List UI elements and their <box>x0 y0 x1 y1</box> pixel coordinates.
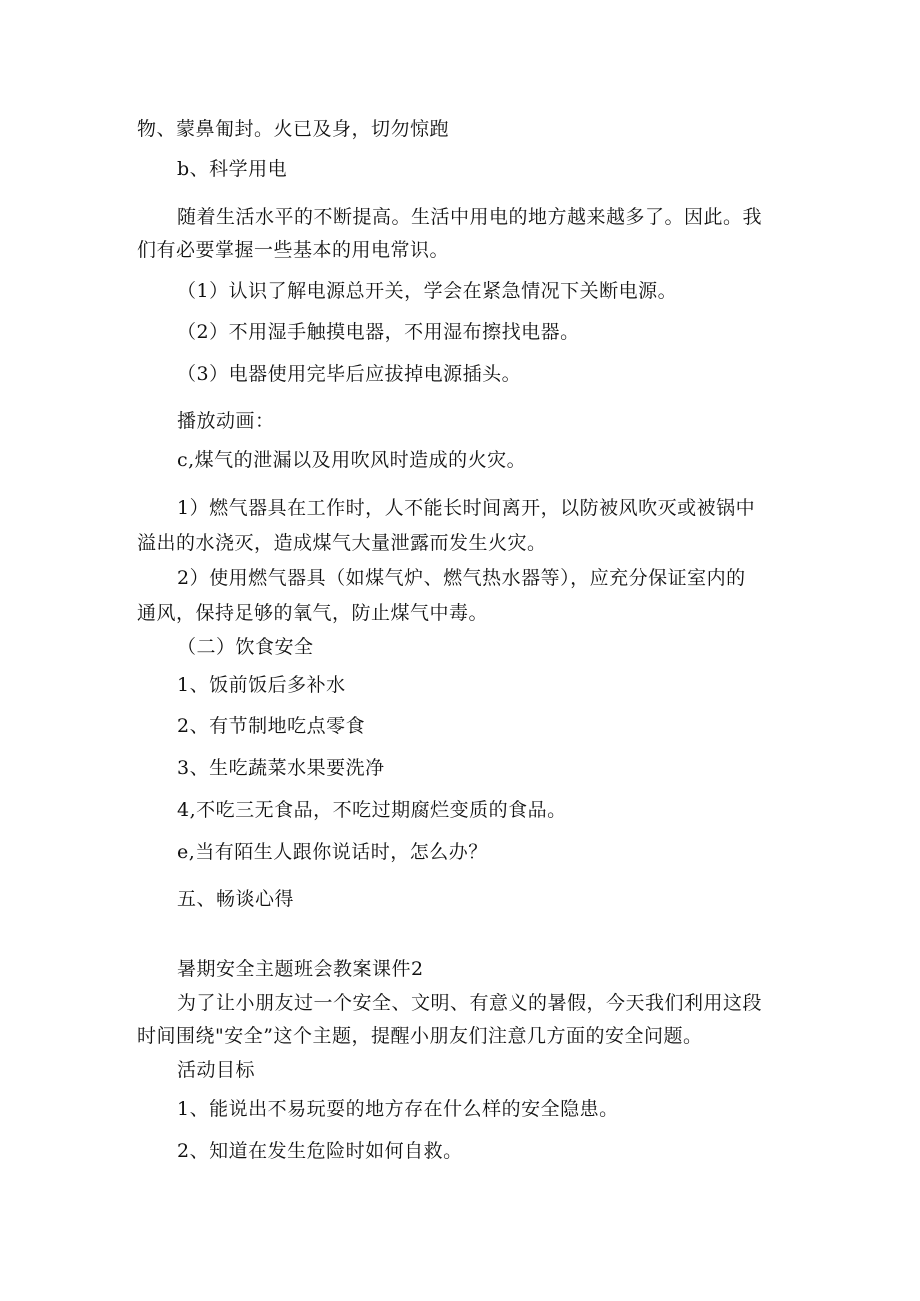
text-line: 通风，保持足够的氧气，防止煤气中毒。 <box>137 602 489 624</box>
section-heading: b、科学用电 <box>177 158 288 180</box>
text-line: 随着生活水平的不断提高。生活中用电的地方越来越多了。因此。我 <box>177 206 763 228</box>
text-line: 2）使用燃气器具（如煤气炉、燃气热水器等），应充分保证室内的 <box>177 567 746 589</box>
text-line: 播放动画： <box>177 410 275 432</box>
text-line: 们有必要掌握一些基本的用电常识。 <box>137 239 450 261</box>
list-item: （3）电器使用完毕后应拔掉电源插头。 <box>177 363 522 385</box>
list-item: 4,不吃三无食品，不吃过期腐烂变质的食品。 <box>177 799 567 821</box>
list-item: 2、知道在发生危险时如何自救。 <box>177 1140 463 1162</box>
document-title: 暑期安全主题班会教案课件2 <box>177 958 424 980</box>
list-item: 1、能说出不易玩耍的地方存在什么样的安全隐患。 <box>177 1098 619 1120</box>
list-item: 2、有节制地吃点零食 <box>177 715 366 737</box>
list-item: 3、生吃蔬菜水果要洗净 <box>177 757 385 779</box>
text-line: 为了让小朋友过一个安全、文明、有意义的暑假，今天我们利用这段 <box>177 992 763 1014</box>
list-item: 1、饭前饭后多补水 <box>177 674 346 696</box>
section-heading: 五、畅谈心得 <box>177 888 295 910</box>
section-heading: e,当有陌生人跟你说话时，怎么办？ <box>177 841 488 863</box>
text-line: 1）燃气器具在工作时，人不能长时间离开，以防被风吹灭或被锅中 <box>177 497 756 519</box>
text-line: 溢出的水浇灭，造成煤气大量泄露而发生火灾。 <box>137 532 547 554</box>
text-line: 时间围绕"安全”这个主题，提醒小朋友们注意几方面的安全问题。 <box>137 1025 703 1047</box>
section-heading: c,煤气的泄漏以及用吹风时造成的火灾。 <box>177 449 527 471</box>
section-heading: 活动目标 <box>177 1059 256 1081</box>
list-item: （2）不用湿手触摸电器，不用湿布擦找电器。 <box>177 321 580 343</box>
section-heading: （二）饮食安全 <box>177 636 314 658</box>
list-item: （1）认识了解电源总开关，学会在紧急情况下关断电源。 <box>177 280 678 302</box>
text-line: 物、蒙鼻匍封。火已及身，切勿惊跑 <box>137 118 450 140</box>
